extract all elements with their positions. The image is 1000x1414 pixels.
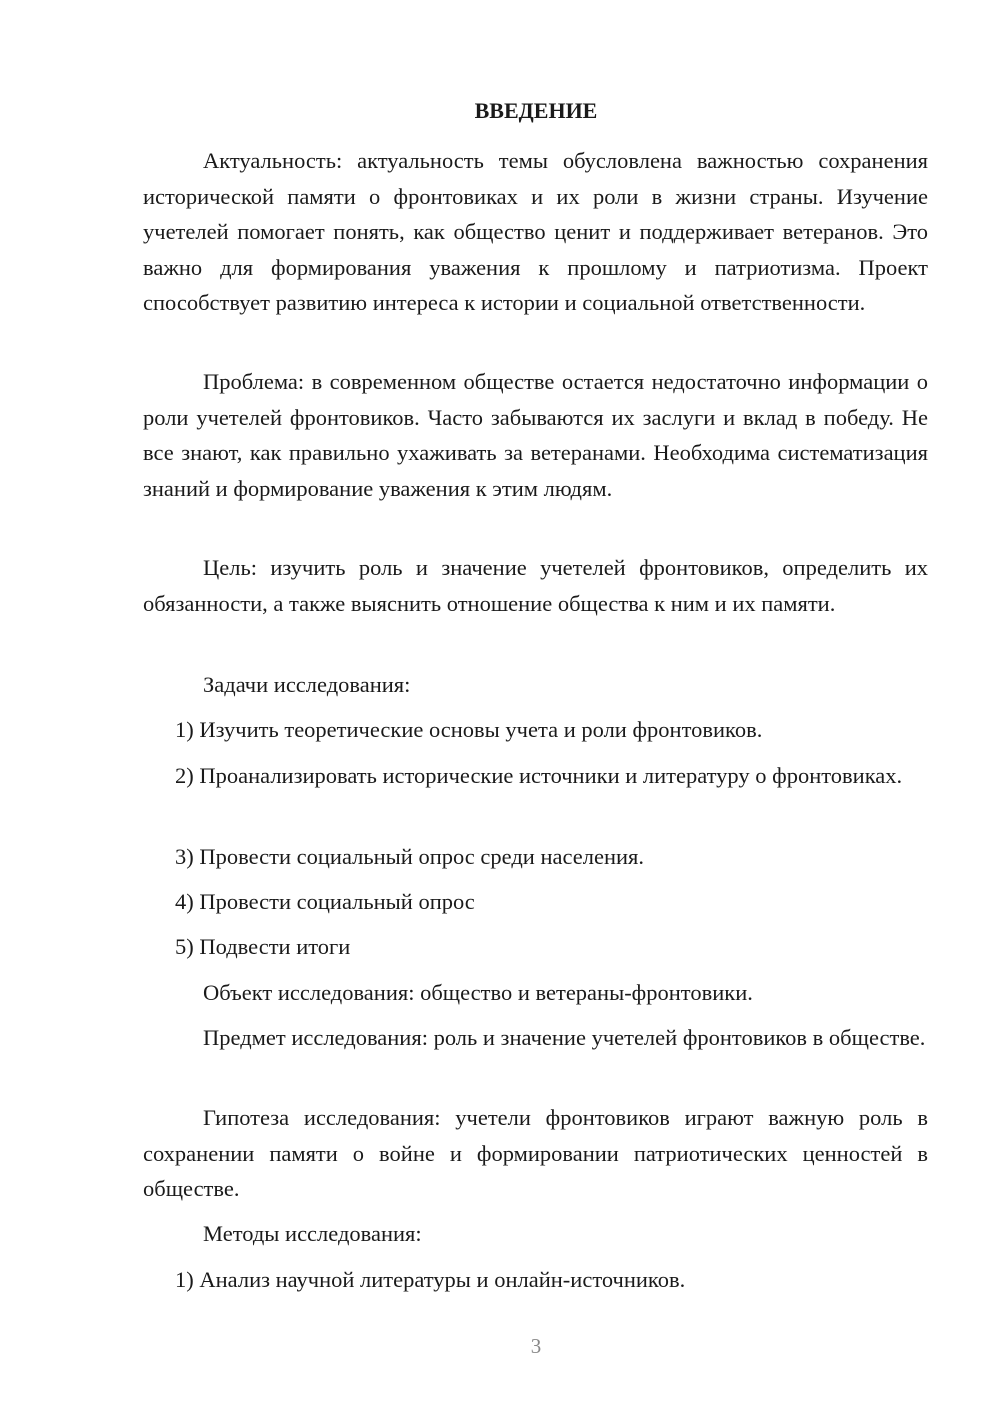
goal-paragraph: Цель: изучить роль и значение учетелей фронтовиков, определить их обязанности, а также выяснить отношение общества к ним и их памяти. — [143, 555, 928, 616]
task-item: 4) Провести социальный опрос — [175, 889, 475, 914]
section-title: ВВЕДЕНИЕ — [474, 98, 598, 123]
task-item: 1) Изучить теоретические основы учета и роли фронтовиков. — [175, 717, 763, 742]
methods-heading: Методы исследования: — [203, 1221, 422, 1246]
task-item: 5) Подвести итоги — [175, 934, 351, 959]
tasks-heading: Задачи исследования: — [203, 672, 411, 697]
problem-paragraph: Проблема: в современном обществе остается недостаточно информации о роли учетелей фронтовиков. Часто забываются их заслуги и вклад в победу. Не все знают, как правильно ухаживать за ветеранами. Необходима систематизация знаний и формирование уважения к этим людям. — [143, 369, 928, 501]
subject-paragraph: Предмет исследования: роль и значение учетелей фронтовиков в обществе. — [203, 1025, 926, 1050]
task-item: 3) Провести социальный опрос среди населения. — [175, 844, 645, 869]
task-item: 2) Проанализировать исторические источники и литературу о фронтовиках. — [175, 763, 903, 788]
page-number: 3 — [530, 1334, 542, 1358]
hypothesis-paragraph: Гипотеза исследования: учетели фронтовиков играют важную роль в сохранении памяти о войне и формировании патриотических ценностей в обществе. — [143, 1105, 928, 1201]
relevance-paragraph: Актуальность: актуальность темы обусловлена важностью сохранения исторической памяти о фронтовиках и их роли в жизни страны. Изучение учетелей помогает понять, как общество ценит и поддерживает ветеранов. Это важно для формирования уважения к прошлому и патриотизма. Проект способствует развитию интереса к истории и социальной ответственности. — [143, 148, 928, 315]
object-paragraph: Объект исследования: общество и ветераны-фронтовики. — [203, 980, 753, 1005]
method-item: 1) Анализ научной литературы и онлайн-источников. — [175, 1267, 686, 1292]
